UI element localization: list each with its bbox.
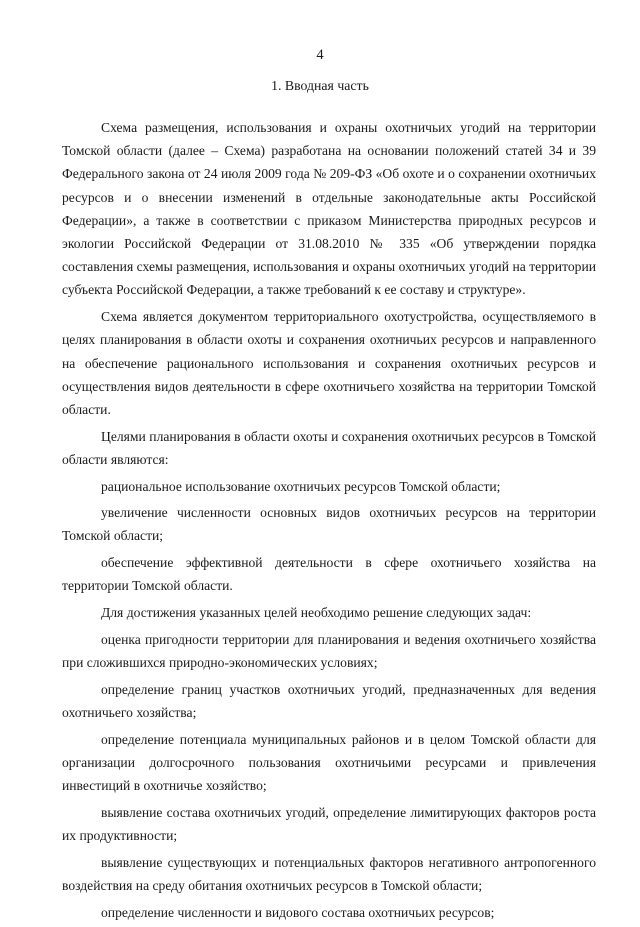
paragraph-goals-intro: Целями планирования в области охоты и сохранения охотничьих ресурсов в Томской области являются: xyxy=(62,428,596,467)
document-body xyxy=(62,116,596,927)
paragraph-scheme-purpose: Схема является документом территориального охотустройства, осуществляемого в целях планирования в области охоты и сохранения охотничьих ресурсов и направленного на обеспечение рационального использования и сохранения охотничьих ресурсов и осуществления видов деятельности в сфере охотничьего хозяйства на территории Томской области. xyxy=(62,309,596,417)
paragraph-tasks-intro: Для достижения указанных целей необходимо решение следующих задач: xyxy=(101,605,532,621)
task-item: определение численности и видового состава охотничьих ресурсов; xyxy=(101,904,495,920)
task-item: выявление существующих и потенциальных факторов негативного антропогенного воздействия на среду обитания охотничьих ресурсов в Томской области; xyxy=(62,854,596,893)
task-item: выявление состава охотничьих угодий, определение лимитирующих факторов роста их продуктивности; xyxy=(62,804,596,843)
goal-item: обеспечение эффективной деятельности в сфере охотничьего хозяйства на территории Томской области. xyxy=(62,555,596,594)
goal-item: рациональное использование охотничьих ресурсов Томской области; xyxy=(101,478,501,494)
goal-item: увеличение численности основных видов охотничьих ресурсов на территории Томской области; xyxy=(62,505,596,544)
task-item: определение границ участков охотничьих угодий, предназначенных для ведения охотничьего хозяйства; xyxy=(62,681,596,720)
section-heading: 1. Вводная часть xyxy=(271,78,369,93)
task-item: определение потенциала муниципальных районов и в целом Томской области для организации долгосрочного пользования охотничьими ресурсами и привлечения инвестиций в охотничье хозяйство; xyxy=(62,731,596,793)
paragraph-legal-basis: Схема размещения, использования и охраны охотничьих угодий на территории Томской области (далее – Схема) разработана на основании положений статей 34 и 39 Федерального закона от 24 июля 2009 года № 209-ФЗ «Об охоте и о сохранении охотничьих ресурсов и о внесении изменений в отдельные законодательные акты Российской Федерации», а также в соответствии с приказом Министерства природных ресурсов и экологии Российской Федерации от 31.08.2010 № 335 «Об утверждении порядка составления схемы размещения, использования и охраны охотничьих угодий на территории субъекта Российской Федерации, а также требований к ее составу и структуре». xyxy=(62,120,596,298)
page-number: 4 xyxy=(316,47,324,63)
task-item: оценка пригодности территории для планирования и ведения охотничьего хозяйства при сложившихся природно-экономических условиях; xyxy=(62,631,596,670)
